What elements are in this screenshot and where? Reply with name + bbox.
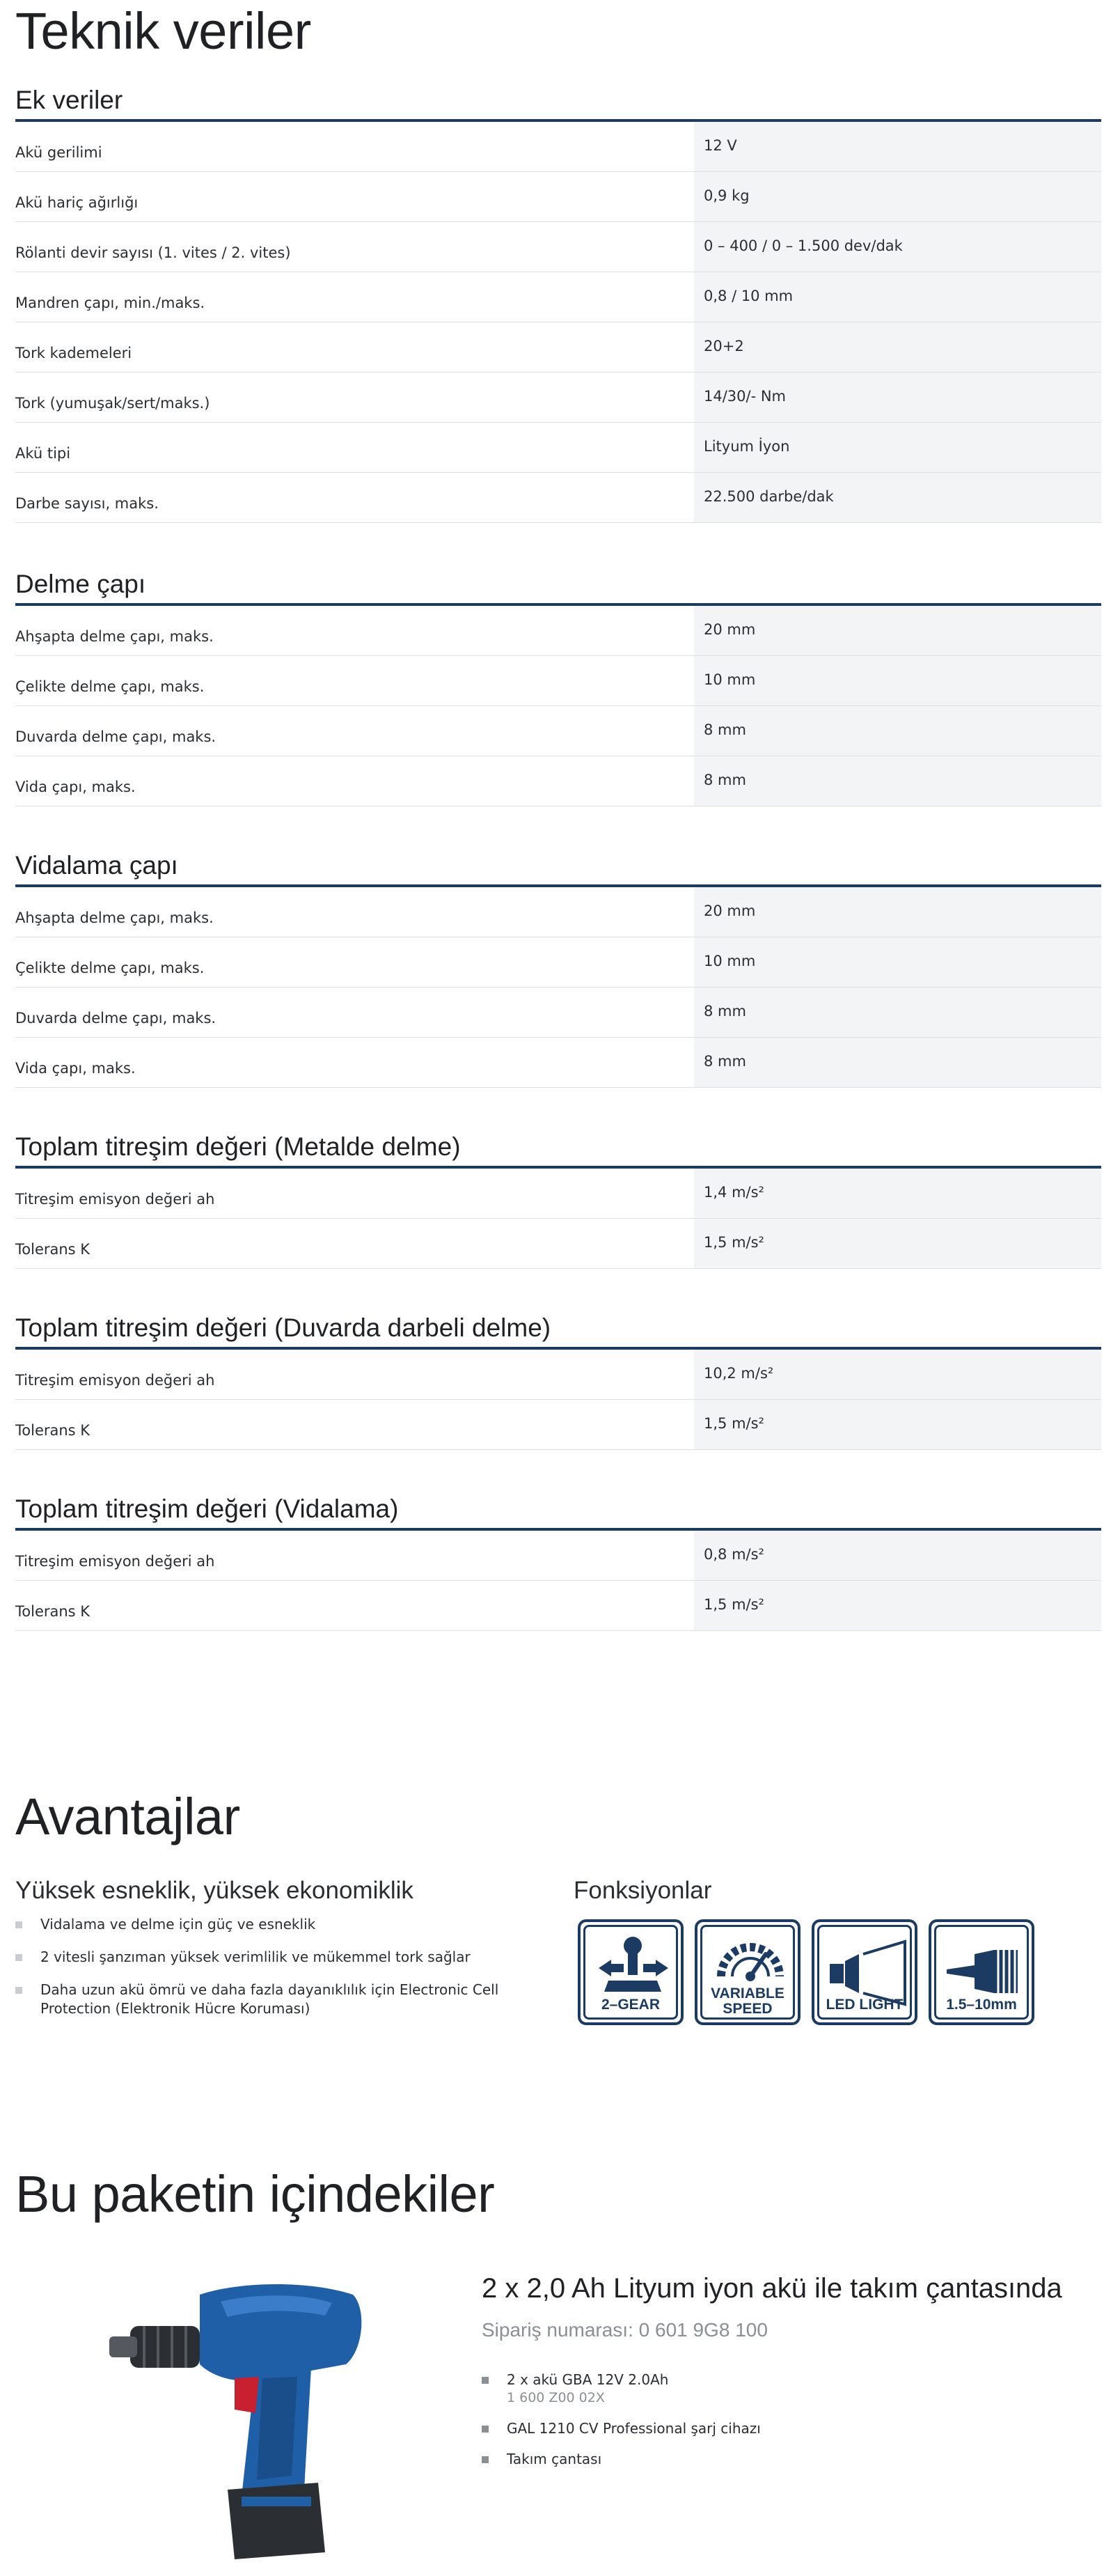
spec-row	[15, 1169, 1101, 1219]
spec-value: 10 mm	[694, 656, 1101, 705]
list-item: Vidalama ve delme için güç ve esneklik	[15, 1915, 544, 1934]
spec-label: Çelikte delme çapı, maks.	[15, 678, 205, 695]
spec-row	[15, 756, 1101, 806]
spec-row	[15, 222, 1101, 272]
list-item	[482, 2371, 1039, 2407]
spec-row	[15, 1350, 1101, 1400]
functions-title: Fonksiyonlar	[574, 1877, 712, 1904]
spec-value: 20 mm	[694, 606, 1101, 655]
spec-row	[15, 272, 1101, 322]
icon-label	[697, 1986, 798, 2017]
advantages-title: Avantajlar	[15, 1788, 240, 1845]
spec-row	[15, 656, 1101, 706]
spec-row	[15, 322, 1101, 373]
icon-label: 2–GEAR	[601, 1997, 661, 2013]
spec-label: Vida çapı, maks.	[15, 1059, 136, 1077]
section-title: Vidalama çapı	[15, 851, 178, 880]
list-item: Daha uzun akü ömrü ve daha fazla dayanıklılık için Electronic Cell Protection (Elektronik Hücre Koruması)	[15, 1981, 544, 2018]
spec-row	[15, 1038, 1101, 1088]
section-title: Toplam titreşim değeri (Duvarda darbeli delme)	[15, 1313, 551, 1342]
list-item	[482, 2450, 1039, 2468]
section-title: Toplam titreşim değeri (Metalde delme)	[15, 1132, 461, 1161]
spec-label: Rölanti devir sayısı (1. vites / 2. vites)	[15, 244, 291, 261]
item-text: 2 x akü GBA 12V 2.0Ah	[507, 2371, 669, 2388]
spec-label: Titreşim emisyon değeri ah	[15, 1371, 215, 1389]
section-title: Delme çapı	[15, 570, 146, 598]
spec-value: 14/30/- Nm	[694, 373, 1101, 422]
section-vibration-masonry	[15, 1315, 1101, 1450]
spec-label: Tolerans K	[15, 1421, 90, 1439]
advantages-subtitle: Yüksek esneklik, yüksek ekonomiklik	[15, 1877, 413, 1904]
spec-value: 10,2 m/s²	[694, 1350, 1101, 1399]
spec-label: Akü gerilimi	[15, 143, 102, 161]
spec-value: 22.500 darbe/dak	[694, 473, 1101, 522]
spec-label: Çelikte delme çapı, maks.	[15, 959, 205, 976]
spec-row	[15, 606, 1101, 656]
list-item: 2 vitesli şanzıman yüksek verimlilik ve mükemmel tork sağlar	[15, 1948, 544, 1967]
spec-value: 0 – 400 / 0 – 1.500 dev/dak	[694, 222, 1101, 272]
spec-row	[15, 706, 1101, 756]
spec-label: Mandren çapı, min./maks.	[15, 294, 205, 311]
spec-value: 10 mm	[694, 937, 1101, 987]
spec-value: 12 V	[694, 122, 1101, 171]
spec-row	[15, 1531, 1101, 1581]
spec-label: Duvarda delme çapı, maks.	[15, 728, 216, 745]
spec-label: Darbe sayısı, maks.	[15, 494, 159, 512]
spec-label: Tork (yumuşak/sert/maks.)	[15, 394, 210, 412]
spec-label: Ahşapta delme çapı, maks.	[15, 909, 214, 926]
spec-row	[15, 887, 1101, 937]
spec-value: 0,8 m/s²	[694, 1531, 1101, 1580]
icon-label-line1: VARIABLE	[711, 1985, 784, 2001]
icon-label: 1.5–10mm	[946, 1997, 1017, 2013]
spec-value: 0,8 / 10 mm	[694, 272, 1101, 322]
spec-value: 0,9 kg	[694, 172, 1101, 221]
spec-row	[15, 172, 1101, 222]
item-text: Takım çantası	[507, 2451, 602, 2467]
section-vidalama-capi	[15, 852, 1101, 1088]
spec-value: 20+2	[694, 322, 1101, 372]
section-ek-veriler	[15, 87, 1101, 523]
spec-label: Tolerans K	[15, 1602, 90, 1620]
spec-value: 8 mm	[694, 756, 1101, 806]
spec-value: Lityum İyon	[694, 423, 1101, 472]
section-vibration-metal	[15, 1134, 1101, 1269]
spec-value: 1,5 m/s²	[694, 1219, 1101, 1268]
spec-label: Akü tipi	[15, 444, 71, 462]
section-delme-capi	[15, 571, 1101, 806]
spec-row	[15, 423, 1101, 473]
spec-row	[15, 1219, 1101, 1269]
order-number: Sipariş numarası: 0 601 9G8 100	[482, 2319, 768, 2341]
spec-row	[15, 473, 1101, 523]
tech-title: Teknik veriler	[15, 2, 311, 60]
section-title: Toplam titreşim değeri (Vidalama)	[15, 1494, 399, 1523]
spec-label: Akü hariç ağırlığı	[15, 194, 139, 211]
spec-label: Vida çapı, maks.	[15, 778, 136, 795]
advantages-list	[15, 1915, 544, 2032]
spec-row	[15, 1400, 1101, 1450]
spec-row	[15, 1581, 1101, 1631]
spec-label: Tolerans K	[15, 1240, 90, 1258]
spec-value: 8 mm	[694, 1038, 1101, 1087]
flashlight-icon	[812, 1919, 917, 2025]
spec-label: Ahşapta delme çapı, maks.	[15, 627, 214, 645]
spec-value: 1,4 m/s²	[694, 1169, 1101, 1218]
icon-label-line2: SPEED	[723, 2001, 773, 2017]
spec-value: 8 mm	[694, 988, 1101, 1037]
spec-value: 8 mm	[694, 706, 1101, 756]
list-item	[482, 2419, 1039, 2437]
spec-row	[15, 988, 1101, 1038]
drill-image	[102, 2267, 395, 2566]
spec-label: Titreşim emisyon değeri ah	[15, 1552, 215, 1570]
icon-label: LED LIGHT	[826, 1997, 904, 2013]
function-icons	[578, 1919, 1034, 2025]
item-text: GAL 1210 CV Professional şarj cihazı	[507, 2420, 761, 2437]
spec-value: 1,5 m/s²	[694, 1400, 1101, 1449]
package-title: Bu paketin içindekiler	[15, 2165, 495, 2223]
spec-label: Titreşim emisyon değeri ah	[15, 1190, 215, 1208]
product-title: 2 x 2,0 Ah Lityum iyon akü ile takım çantasında	[482, 2273, 1062, 2304]
spec-label: Tork kademeleri	[15, 344, 132, 361]
section-vibration-screwdriving	[15, 1496, 1101, 1631]
spec-row	[15, 122, 1101, 172]
gearshift-icon	[578, 1919, 684, 2025]
spec-row	[15, 937, 1101, 988]
section-title: Ek veriler	[15, 86, 123, 114]
package-items	[482, 2371, 1039, 2481]
spec-value: 20 mm	[694, 887, 1101, 937]
speedometer-icon	[695, 1919, 801, 2025]
spec-value: 1,5 m/s²	[694, 1581, 1101, 1630]
spec-label: Duvarda delme çapı, maks.	[15, 1009, 216, 1027]
chuck-icon	[929, 1919, 1034, 2025]
spec-row	[15, 373, 1101, 423]
item-part-number: 1 600 Z00 02X	[507, 2390, 605, 2405]
